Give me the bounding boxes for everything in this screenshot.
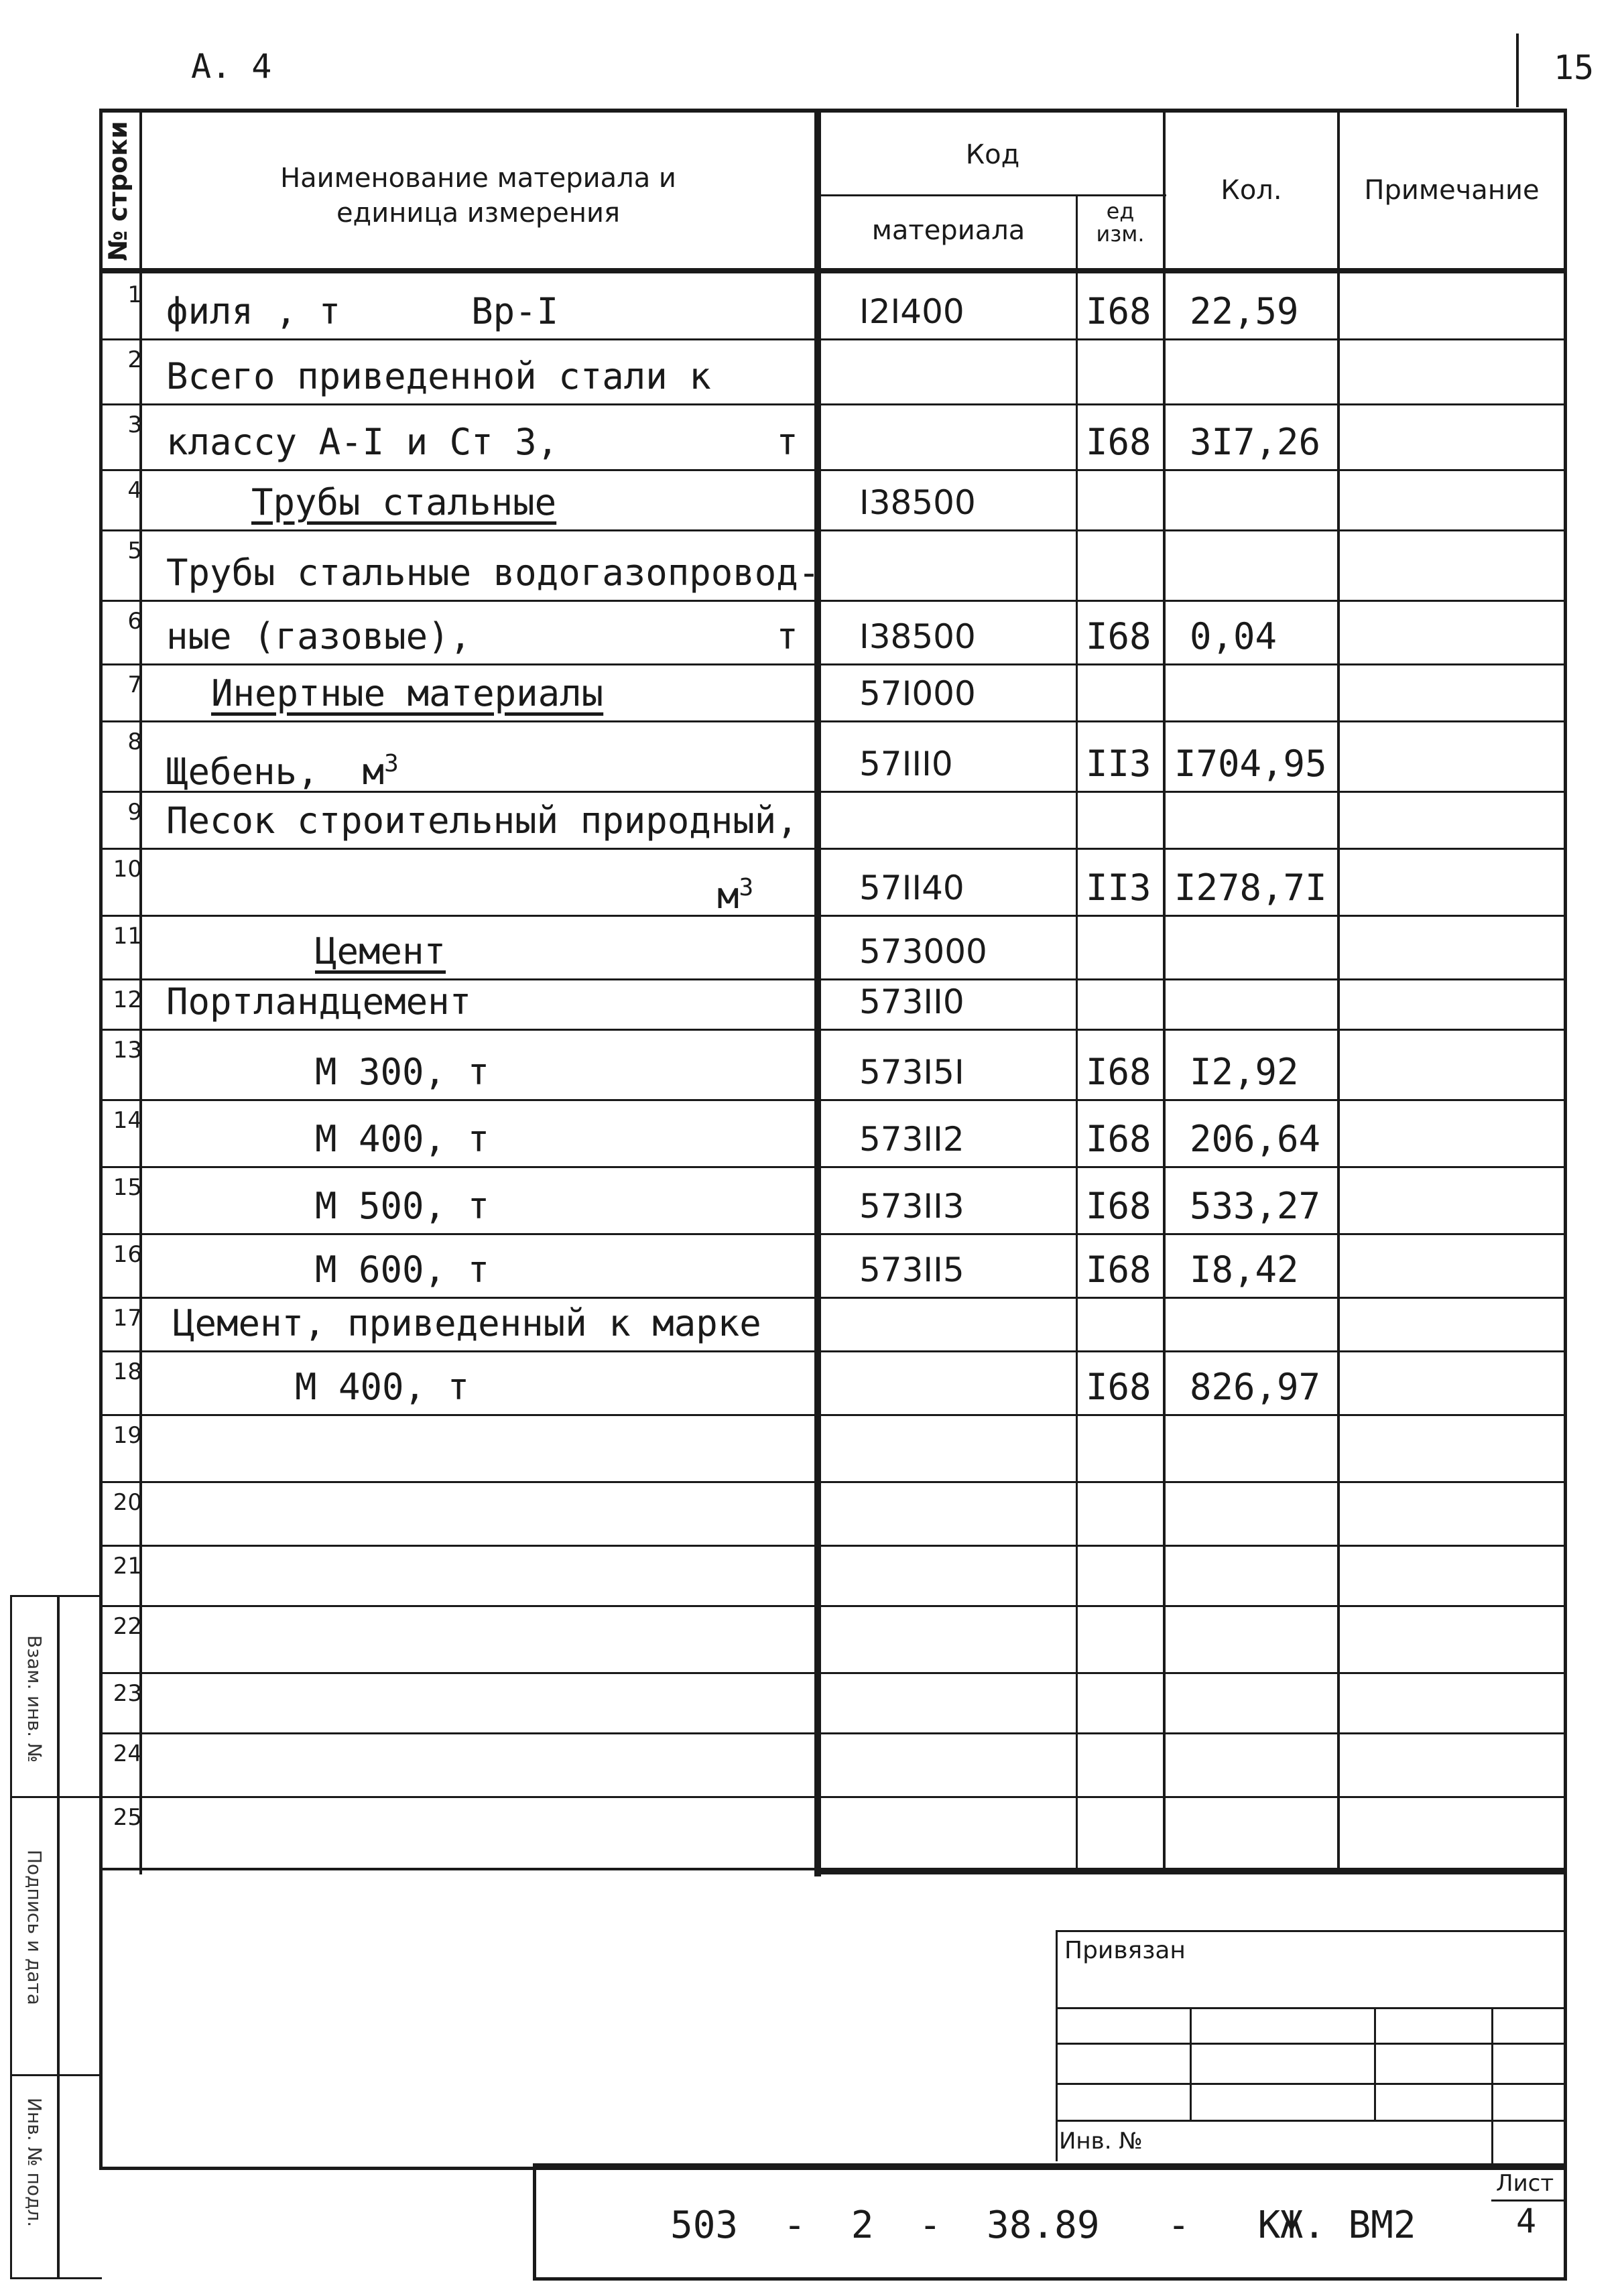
stamp-bound-label: Привязан: [1064, 1937, 1186, 1964]
row-number: 15: [113, 1174, 142, 1201]
material-name: М 400, т: [315, 1118, 490, 1160]
margin-inv-original: Инв. № подл.: [23, 2098, 46, 2228]
material-name: Трубы стальные водогазопровод-: [166, 552, 820, 594]
row-number: 1: [127, 281, 142, 308]
quantity-value: 533,27: [1190, 1185, 1321, 1227]
material-name: Щебень, $м^3$: [166, 750, 399, 793]
material-name: классу А-I и Ст 3, т: [166, 421, 798, 463]
material-code: 57III0: [859, 745, 953, 783]
row-number: 24: [113, 1740, 142, 1767]
quantity-value: I2,92: [1190, 1051, 1299, 1093]
row-number: 13: [113, 1037, 142, 1064]
row-divider: [103, 1481, 1565, 1483]
page-number: 15: [1554, 48, 1595, 87]
unit-superscript: 3: [739, 874, 754, 901]
frame-right: [1564, 1873, 1567, 2170]
row-divider: [103, 1029, 1565, 1031]
margin-replaced-inv: Взам. инв. №: [23, 1635, 46, 1763]
stamp-sheet-label: Лист: [1496, 2170, 1554, 2197]
material-code: 573II3: [859, 1187, 964, 1226]
row-divider: [103, 529, 1565, 531]
quantity-value: 3I7,26: [1190, 421, 1321, 463]
row-number: 4: [127, 477, 142, 504]
unit-code: I68: [1086, 1249, 1151, 1291]
row-divider: [103, 1233, 1565, 1235]
row-divider: [103, 469, 1565, 471]
margin-signature-date: Подпись и дата: [23, 1850, 46, 2005]
material-code: I38500: [859, 483, 976, 522]
material-code: 573II0: [859, 982, 964, 1021]
material-code: 573II5: [859, 1251, 964, 1289]
row-number: 9: [127, 799, 142, 826]
row-divider: [103, 1350, 1565, 1352]
material-name: филя , т Вр-I: [166, 290, 559, 332]
row-divider: [103, 1605, 1565, 1607]
quantity-value: 826,97: [1190, 1366, 1321, 1408]
frame-bottom: [99, 2167, 1567, 2170]
unit-code: I68: [1086, 1118, 1151, 1160]
quantity-value: I278,7I: [1174, 867, 1327, 909]
unit-code: I68: [1086, 1366, 1151, 1408]
row-number: 22: [113, 1613, 142, 1640]
material-name: ные (газовые), т: [166, 615, 798, 657]
row-divider: [103, 338, 1565, 340]
unit-code: I68: [1086, 1051, 1151, 1093]
unit-code: I68: [1086, 1185, 1151, 1227]
stamp-sheet-number: 4: [1516, 2202, 1537, 2240]
row-number: 23: [113, 1680, 142, 1707]
stamp-inv-label: Инв. №: [1059, 2128, 1143, 2155]
material-name: Песок строительный природный,: [166, 800, 798, 842]
corner-mark: [1516, 34, 1519, 107]
header-code-unit-1: ед: [1106, 198, 1135, 224]
material-name: Цемент, приведенный к марке: [173, 1302, 761, 1344]
stamp-document-code: 503 - 2 - 38.89 - КЖ. ВМ2: [670, 2204, 1416, 2247]
row-number: 20: [113, 1489, 142, 1516]
row-number: 10: [113, 856, 142, 883]
header-quantity: Кол.: [1221, 175, 1282, 206]
row-divider: [103, 1414, 1565, 1416]
quantity-value: 0,04: [1190, 615, 1277, 657]
header-row-number: № строки: [103, 121, 133, 261]
material-code: 573I5I: [859, 1053, 964, 1092]
material-name: М 300, т: [315, 1051, 490, 1093]
row-divider: [103, 1732, 1565, 1734]
row-number: 2: [127, 346, 142, 373]
page-label: А. 4: [191, 47, 272, 86]
material-name: М 600, т: [315, 1249, 490, 1291]
quantity-value: 22,59: [1190, 290, 1299, 332]
material-name: Цемент: [315, 930, 446, 972]
row-divider: [103, 1297, 1565, 1299]
row-divider: [103, 720, 1565, 722]
row-number: 8: [127, 728, 142, 755]
material-name: Всего приведенной стали к: [166, 355, 711, 397]
row-number: 17: [113, 1305, 142, 1332]
row-number: 21: [113, 1553, 142, 1580]
material-name: Инертные материалы: [211, 672, 604, 714]
row-number: 12: [113, 986, 142, 1013]
material-name: М 400, т: [295, 1366, 470, 1408]
row-number: 11: [113, 923, 142, 950]
row-number: 25: [113, 1804, 142, 1831]
row-divider: [103, 403, 1565, 405]
header-name-line1: Наименование материала и: [280, 163, 676, 194]
material-name: $м^3$: [717, 874, 754, 917]
unit-code: I68: [1086, 421, 1151, 463]
material-code: 573000: [859, 932, 987, 971]
material-code: I38500: [859, 617, 976, 656]
row-divider: [103, 1099, 1565, 1101]
unit-code: I68: [1086, 290, 1151, 332]
row-divider: [103, 848, 1565, 850]
row-divider: [103, 600, 1565, 602]
row-divider: [103, 663, 1565, 665]
quantity-value: I8,42: [1190, 1249, 1299, 1291]
material-code: I2I400: [859, 292, 964, 331]
header-code-material: материала: [871, 215, 1025, 246]
row-number: 3: [127, 411, 142, 438]
header-note: Примечание: [1364, 175, 1540, 206]
row-number: 6: [127, 608, 142, 635]
material-code: 57I000: [859, 674, 976, 713]
material-code: 573II2: [859, 1120, 964, 1159]
unit-code: I68: [1086, 615, 1151, 657]
unit-code: II3: [1086, 867, 1151, 909]
header-code-unit-2: изм.: [1096, 221, 1145, 247]
material-name: Портландцемент: [166, 980, 472, 1023]
row-divider: [103, 1796, 1565, 1798]
material-name: Трубы стальные: [251, 481, 557, 523]
quantity-value: 206,64: [1190, 1118, 1321, 1160]
quantity-value: I704,95: [1174, 743, 1327, 785]
material-code: 57II40: [859, 869, 964, 907]
row-number: 5: [127, 537, 142, 564]
row-divider: [103, 1166, 1565, 1168]
row-number: 18: [113, 1358, 142, 1385]
row-divider: [103, 1672, 1565, 1674]
row-number: 7: [127, 672, 142, 698]
row-divider: [103, 1545, 1565, 1547]
material-name: М 500, т: [315, 1185, 490, 1227]
row-divider: [103, 915, 1565, 917]
header-code: Код: [965, 139, 1020, 170]
header-name-line2: единица измерения: [336, 198, 621, 229]
row-number: 16: [113, 1241, 142, 1268]
unit-superscript: 3: [384, 750, 399, 777]
row-number: 14: [113, 1107, 142, 1134]
row-number: 19: [113, 1422, 142, 1449]
unit-code: II3: [1086, 743, 1151, 785]
